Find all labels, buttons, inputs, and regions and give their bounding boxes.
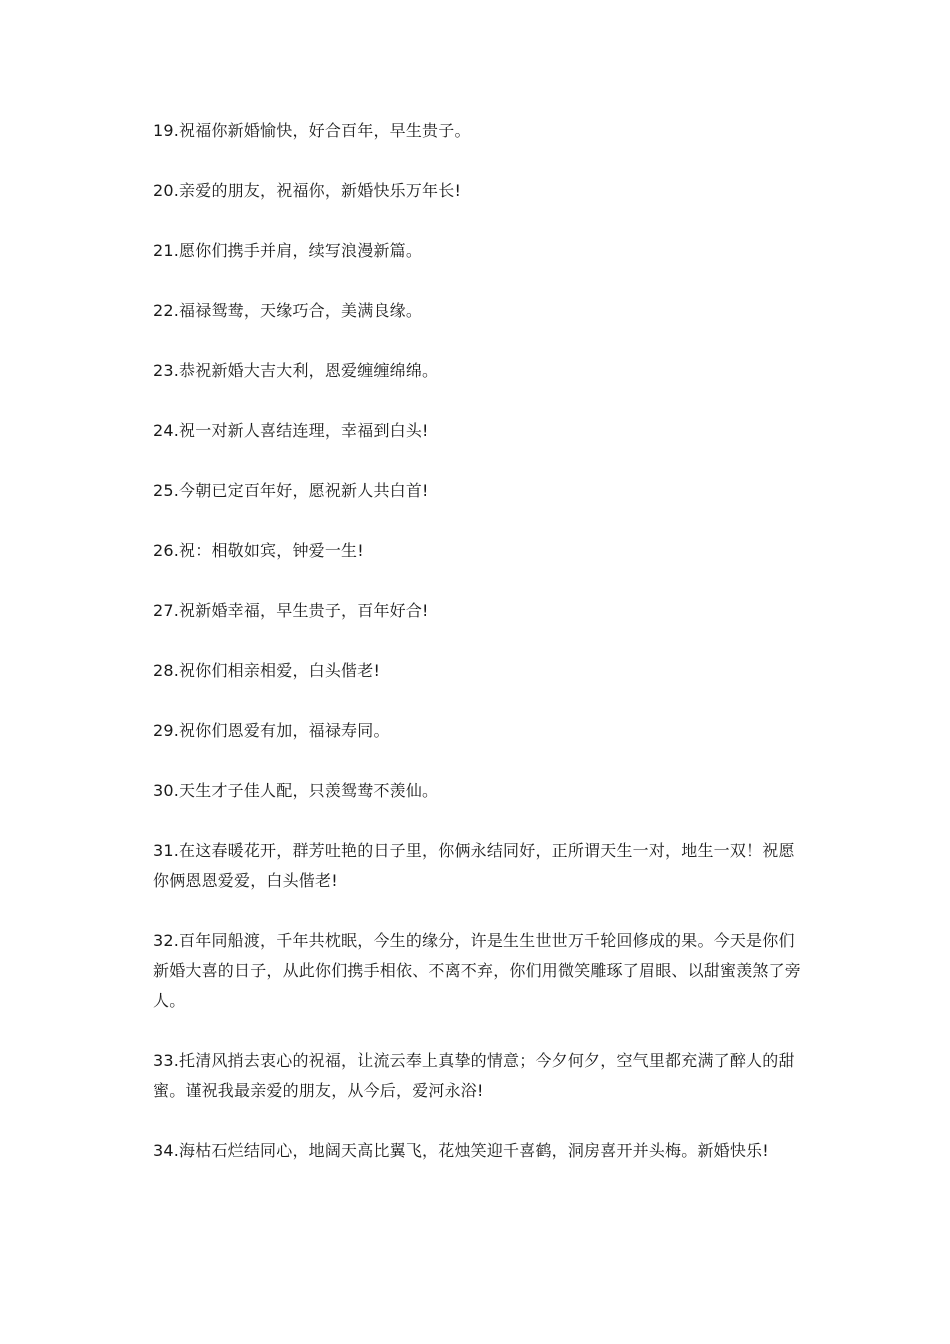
paragraph-19: 19.祝福你新婚愉快，好合百年，早生贵子。 [153, 121, 471, 140]
paragraph-21: 21.愿你们携手并肩，续写浪漫新篇。 [153, 241, 423, 260]
paragraph-23: 23.恭祝新婚大吉大利，恩爱缠缠绵绵。 [153, 361, 439, 380]
paragraph-28: 28.祝你们相亲相爱，白头偕老! [153, 661, 381, 680]
paragraph-29: 29.祝你们恩爱有加，福禄寿同。 [153, 721, 390, 740]
paragraph-30: 30.天生才子佳人配，只羡鸳鸯不羡仙。 [153, 781, 439, 800]
paragraph-26: 26.祝：相敬如宾，钟爱一生! [153, 541, 364, 560]
paragraph-24: 24.祝一对新人喜结连理，幸福到白头! [153, 421, 429, 440]
paragraph-25: 25.今朝已定百年好，愿祝新人共白首! [153, 481, 429, 500]
paragraph-34: 34.海枯石烂结同心，地阔天高比翼飞，花烛笑迎千喜鹤，洞房喜开并头梅。新婚快乐! [153, 1141, 769, 1160]
document-body [153, 116, 803, 1196]
paragraph-32: 32.百年同船渡，千年共枕眠，今生的缘分，许是生生世世万千轮回修成的果。今天是你们新婚大喜的日子，从此你们携手相依、不离不弃，你们用微笑雕琢了眉眼、以甜蜜羡煞了旁人。 [153, 931, 802, 1010]
paragraph-20: 20.亲爱的朋友，祝福你，新婚快乐万年长! [153, 181, 462, 200]
paragraph-33: 33.托清风捎去衷心的祝福，让流云奉上真挚的情意；今夕何夕，空气里都充满了醉人的甜蜜。谨祝我最亲爱的朋友，从今后，爱河永浴! [153, 1051, 795, 1100]
paragraph-22: 22.福禄鸳鸯，天缘巧合，美满良缘。 [153, 301, 423, 320]
paragraph-31: 31.在这春暖花开，群芳吐艳的日子里，你俩永结同好，正所谓天生一对，地生一双！祝愿你俩恩恩爱爱，白头偕老! [153, 841, 795, 890]
paragraph-27: 27.祝新婚幸福，早生贵子，百年好合! [153, 601, 429, 620]
